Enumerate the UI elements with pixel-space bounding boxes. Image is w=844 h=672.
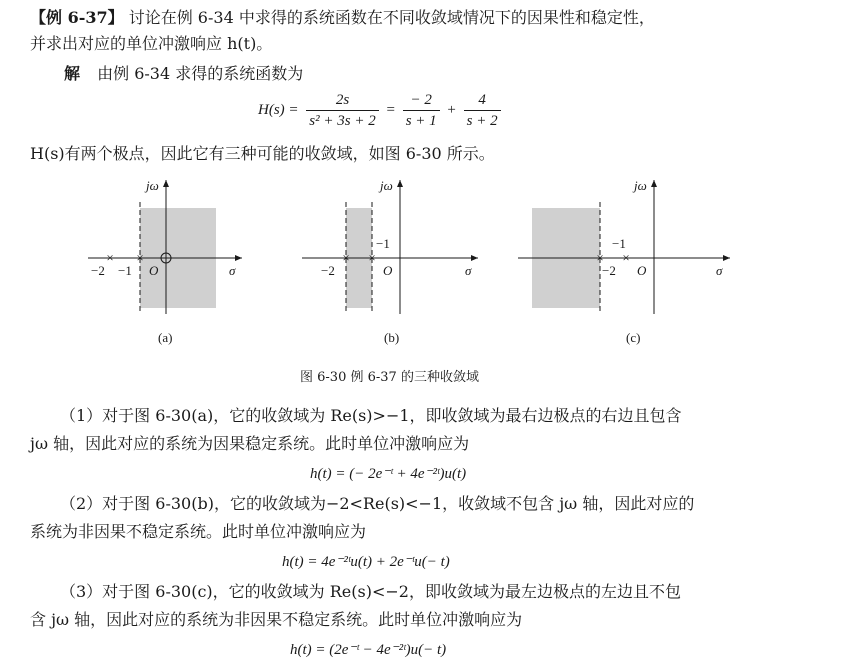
example-header [30,8,655,28]
fraction-3-num: 4 [464,90,501,111]
fraction-2-den: s + 1 [405,113,437,129]
panel-a [88,178,242,345]
tick-label-b-m1: −1 [376,236,390,251]
jw-label-c: jω [634,178,647,193]
case-1-equation: h(t) = (− 2e⁻ᵗ + 4e⁻²ᵗ)u(t) [310,466,467,482]
pole-x-c2: × [622,250,630,265]
pole-x-a1: × [106,250,114,265]
pole-x-b1: × [342,250,350,265]
case-3-line-1: （3）对于图 6-30(c)，它的收敛域为 Re(s)<−2，即收敛域为最左边极点的左边且不包 [60,582,681,601]
case-2-line-1: （2）对于图 6-30(b)，它的收敛域为−2<Re(s)<−1，收敛域不包含 jω 轴，因此对应的 [60,494,695,513]
eq-lhs: H(s) = [258,102,299,118]
fraction-1-num: 2s [306,90,378,111]
example-tag: 【例 6-37】 [30,8,124,27]
panel-c [518,178,730,345]
roc-figure [0,172,844,372]
origin-label-b: O [383,263,393,278]
example-statement-cont: 并求出对应的单位冲激响应 h(t)。 [30,34,273,53]
panel-label-c: (c) [626,330,641,345]
solution-intro-text: 由例 6-34 求得的系统函数为 [97,64,304,83]
case-2-equation: h(t) = 4e⁻²ᵗu(t) + 2e⁻ᵗu(− t) [282,554,450,570]
example-statement: 讨论在例 6-34 中求得的系统函数在不同收敛域情况下的因果性和稳定性， [128,8,655,27]
tick-label-b-m2: −2 [321,263,335,278]
case-3-line-2: 含 jω 轴，因此对应的系统为非因果不稳定系统。此时单位冲激响应为 [30,610,523,629]
fraction-3-den: s + 2 [466,113,498,129]
case-2-line-2: 系统为非因果不稳定系统。此时单位冲激响应为 [30,522,367,541]
case-1-line-1: （1）对于图 6-30(a)，它的收敛域为 Re(s)>−1，即收敛域为最右边极点的右边且包含 [60,406,682,425]
panel-b [302,178,478,345]
case-3-equation: h(t) = (2e⁻ᵗ − 4e⁻²ᵗ)u(− t) [290,642,447,658]
fraction-3 [464,90,501,131]
pole-x-a2: × [136,250,144,265]
panel-label-a: (a) [158,330,173,345]
jw-label-a: jω [146,178,159,193]
figure-caption: 图 6-30 例 6-37 的三种收敛域 [300,370,479,385]
fraction-1-den: s² + 3s + 2 [309,113,376,129]
tick-label-c-m2: −2 [602,263,616,278]
origin-label-a: O [149,263,159,278]
solution-tag: 解 [64,64,81,83]
tick-label-c-m1: −1 [612,236,626,251]
transfer-function-equation [258,90,505,131]
jw-label-b: jω [380,178,393,193]
eq-plus: + [447,102,456,118]
pole-x-b2: × [368,250,376,265]
tick-label-a-m1: −1 [118,263,132,278]
panel-label-b: (b) [384,330,400,345]
case-1-line-2: jω 轴，因此对应的系统为因果稳定系统。此时单位冲激响应为 [30,434,470,453]
tick-label-a-m2: −2 [91,263,105,278]
sigma-label-c: σ [716,263,723,278]
pole-x-c1: × [596,250,604,265]
fraction-1 [306,90,378,131]
origin-label-c: O [637,263,647,278]
fraction-2-num: − 2 [403,90,440,111]
fraction-2 [403,90,440,131]
sigma-label-a: σ [229,263,236,278]
eq-sign: = [386,102,395,118]
poles-text: H(s)有两个极点，因此它有三种可能的收敛域，如图 6-30 所示。 [30,144,495,163]
sigma-label-b: σ [465,263,472,278]
solution-intro [64,64,303,84]
